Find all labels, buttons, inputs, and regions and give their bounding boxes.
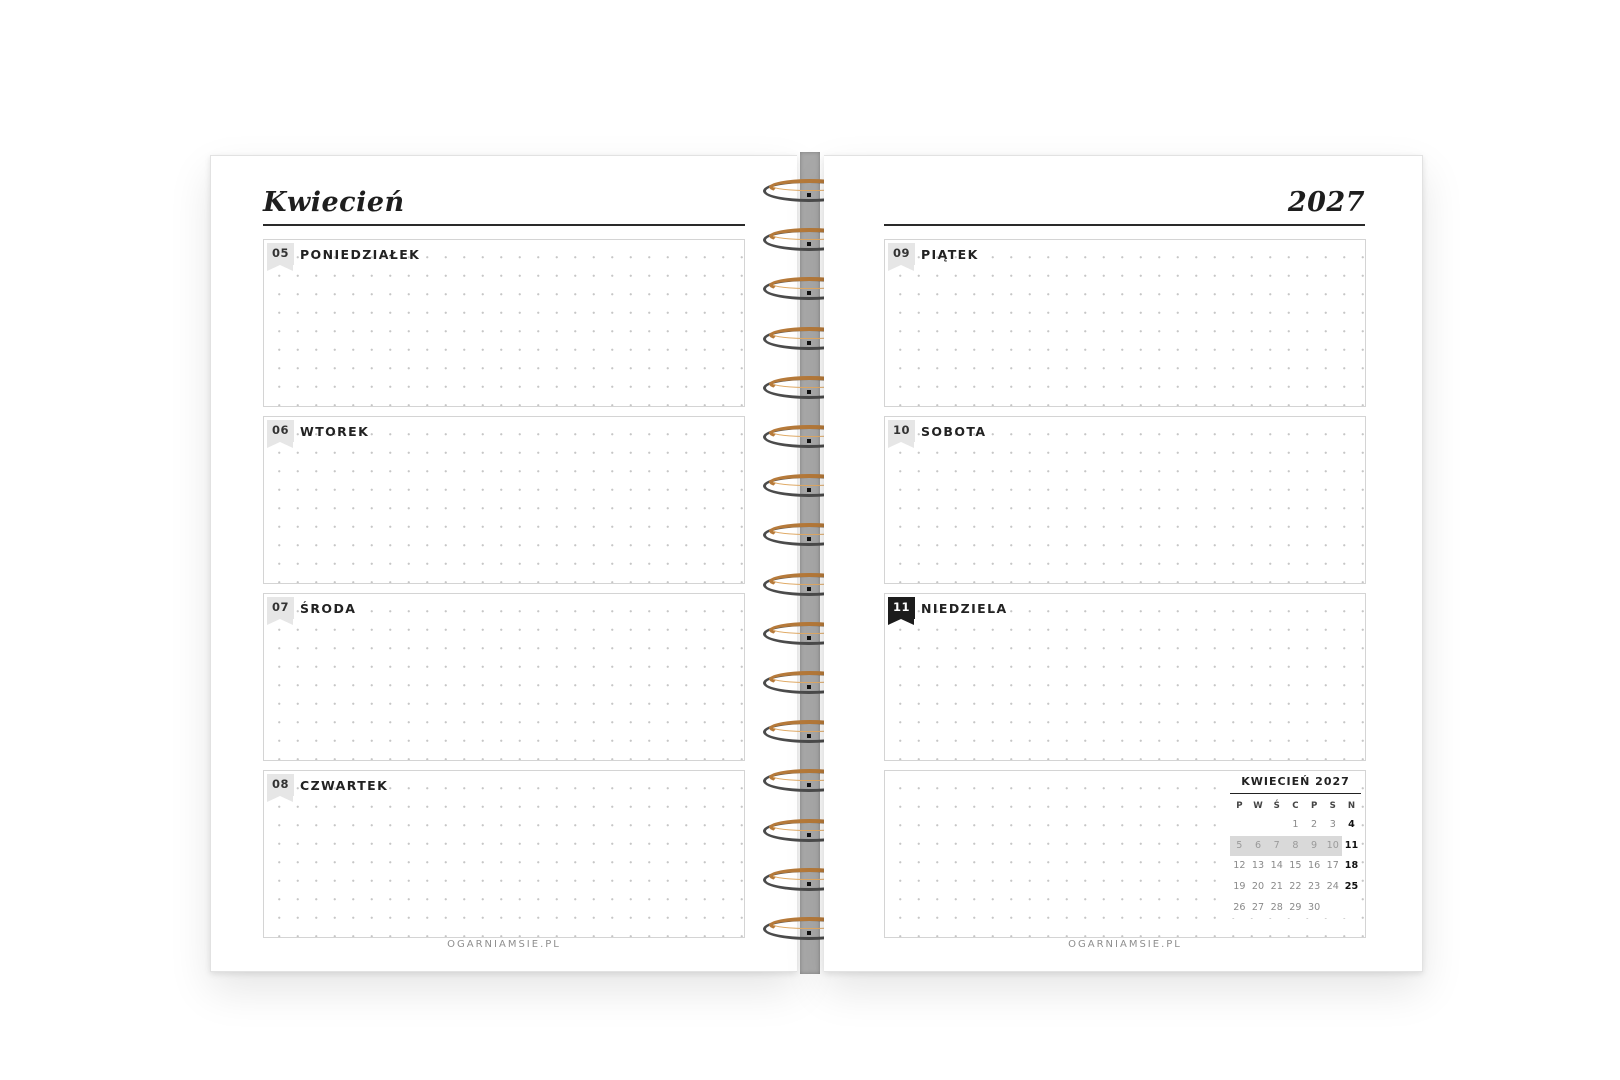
ring-hole	[807, 291, 811, 295]
ring-hole	[807, 242, 811, 246]
ring-hole	[807, 931, 811, 935]
left-page	[210, 155, 797, 972]
calendar-day: 30	[1307, 901, 1321, 913]
calendar-day: 29	[1289, 901, 1302, 913]
calendar-day: 22	[1289, 881, 1302, 893]
calendar-day: 26	[1233, 901, 1246, 913]
calendar-day	[1323, 898, 1342, 919]
calendar-day	[1267, 815, 1286, 836]
ring-hole	[807, 537, 811, 541]
calendar-day: 6	[1249, 836, 1268, 857]
weekday-header: W	[1253, 801, 1263, 811]
calendar-day: 4	[1348, 819, 1355, 830]
day-box-friday[interactable]	[884, 239, 1366, 407]
calendar-day	[1342, 898, 1361, 919]
left-page-footer: OGARNIAMSIE.PL	[447, 939, 561, 950]
spine-strip	[800, 152, 820, 974]
calendar-day: 21	[1270, 881, 1283, 893]
day-number-tab: 05	[267, 243, 294, 265]
weekday-header: C	[1292, 801, 1299, 811]
calendar-day: 9	[1305, 836, 1324, 857]
day-name-label: ŚRODA	[300, 601, 357, 616]
calendar-day: 13	[1251, 860, 1265, 872]
weekday-header: N	[1347, 801, 1356, 811]
calendar-day: 8	[1286, 836, 1305, 857]
calendar-day: 2	[1311, 819, 1318, 830]
ring-hole	[807, 734, 811, 738]
calendar-day: 18	[1344, 860, 1359, 872]
calendar-day: 28	[1270, 901, 1283, 913]
month-title: Kwiecień	[263, 187, 405, 218]
mini-calendar-title: KWIECIEŃ 2027	[1230, 775, 1361, 794]
ring-hole	[807, 341, 811, 345]
calendar-day: 7	[1267, 836, 1286, 857]
mini-calendar-grid	[1230, 798, 1361, 918]
day-number-tab: 11	[888, 597, 915, 619]
year-title: 2027	[1287, 187, 1365, 218]
day-name-label: CZWARTEK	[300, 778, 389, 793]
day-box-sunday[interactable]	[884, 593, 1366, 761]
calendar-day	[1249, 815, 1268, 836]
ring-hole	[807, 783, 811, 787]
calendar-day: 15	[1289, 860, 1302, 872]
ring-hole	[807, 488, 811, 492]
day-number-tab: 08	[267, 774, 294, 796]
day-box-saturday[interactable]	[884, 416, 1366, 584]
calendar-day: 25	[1344, 881, 1359, 893]
day-box-monday[interactable]	[263, 239, 745, 407]
ring-hole	[807, 833, 811, 837]
ring-hole	[807, 193, 811, 197]
spiral-binding	[794, 152, 826, 974]
calendar-day: 1	[1292, 819, 1299, 830]
ring-hole	[807, 587, 811, 591]
calendar-day: 14	[1270, 860, 1283, 872]
calendar-day: 11	[1344, 839, 1359, 851]
day-name-label: WTOREK	[300, 424, 370, 439]
calendar-day: 12	[1233, 860, 1246, 872]
weekday-header: Ś	[1273, 801, 1280, 811]
weekday-header: S	[1329, 801, 1336, 811]
calendar-day: 20	[1251, 881, 1265, 893]
calendar-day: 17	[1326, 860, 1339, 872]
day-number-tab: 06	[267, 420, 294, 442]
day-box-wednesday[interactable]	[263, 593, 745, 761]
day-name-label: SOBOTA	[921, 424, 987, 439]
calendar-day: 10	[1323, 836, 1342, 857]
ring-hole	[807, 685, 811, 689]
weekday-header: P	[1236, 801, 1243, 811]
mini-calendar	[1230, 775, 1361, 918]
calendar-day: 3	[1329, 819, 1336, 830]
ring-hole	[807, 636, 811, 640]
right-page	[824, 155, 1423, 972]
day-name-label: NIEDZIELA	[921, 601, 1008, 616]
left-page-header	[263, 182, 745, 226]
calendar-day: 23	[1307, 881, 1321, 893]
day-number-tab: 10	[888, 420, 915, 442]
day-name-label: PONIEDZIAŁEK	[300, 247, 421, 262]
notes-box[interactable]	[884, 770, 1366, 938]
right-page-header	[884, 182, 1365, 226]
ring-hole	[807, 882, 811, 886]
right-page-footer: OGARNIAMSIE.PL	[1068, 939, 1182, 950]
day-name-label: PIĄTEK	[921, 247, 979, 262]
ring-hole	[807, 439, 811, 443]
day-number-tab: 09	[888, 243, 915, 265]
ring-hole	[807, 390, 811, 394]
calendar-day: 24	[1326, 881, 1339, 893]
day-box-tuesday[interactable]	[263, 416, 745, 584]
calendar-day	[1230, 815, 1249, 836]
calendar-day: 19	[1233, 881, 1246, 893]
calendar-day: 27	[1251, 901, 1265, 913]
weekday-header: P	[1310, 801, 1318, 811]
calendar-day: 16	[1307, 860, 1321, 872]
day-number-tab: 07	[267, 597, 294, 619]
calendar-day: 5	[1230, 836, 1249, 857]
day-box-thursday[interactable]	[263, 770, 745, 938]
